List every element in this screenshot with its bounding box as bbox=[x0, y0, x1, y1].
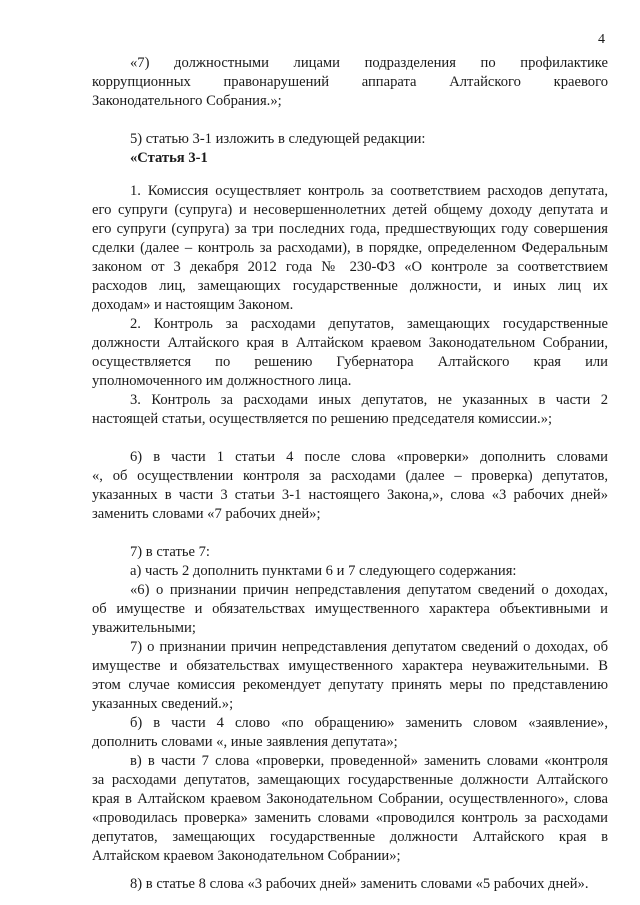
text-line: 7) в статье 7: bbox=[130, 544, 210, 560]
text-line: заменить словами «7 рабочих дней»; bbox=[92, 506, 321, 522]
page-number: 4 bbox=[598, 32, 605, 47]
article-heading: «Статья 3-1 bbox=[130, 150, 208, 166]
text-line: настоящей статьи, осуществляется по решению председателя комиссии.»; bbox=[92, 411, 553, 427]
text-line: указанных в части 3 статьи 3-1 настоящего Закона,», слова «3 рабочих дней» bbox=[92, 487, 608, 503]
text-line: 1. Комиссия осуществляет контроль за соответствием расходов депутата, bbox=[130, 183, 608, 199]
text-line: Законодательного Собрания.»; bbox=[92, 93, 282, 109]
text-line: «проводилась проверка» заменить словами «проводился контроль за расходами bbox=[92, 810, 608, 826]
text-line: в) в части 7 слова «проверки, проведенной» заменить словами «контроля bbox=[130, 753, 608, 769]
text-line: дополнить словами «, иные заявления депутата»; bbox=[92, 734, 398, 750]
text-line: сделки (далее – контроль за расходами), в порядке, определенном Федеральным bbox=[92, 240, 608, 256]
text-line: «6) о признании причин непредставления депутатом сведений о доходах, bbox=[130, 582, 608, 598]
text-line: 2. Контроль за расходами депутатов, замещающих государственные bbox=[130, 316, 608, 332]
text-line: этом случае комиссия рекомендует депутату принять меры по представлению bbox=[92, 677, 608, 693]
text-line: уполномоченного им должностного лица. bbox=[92, 373, 352, 389]
text-line: 6) в части 1 статьи 4 после слова «проверки» дополнить словами bbox=[130, 449, 608, 465]
text-line: осуществляется по решению Губернатора Алтайского края или bbox=[92, 354, 608, 370]
text-line: коррупционных правонарушений аппарата Алтайского краевого bbox=[92, 74, 608, 90]
text-line: законом от 3 декабря 2012 года № 230-ФЗ «О контроле за соответствием bbox=[92, 259, 608, 275]
text-line: края в Алтайском краевом Законодательном Собрании, осуществленного», слова bbox=[92, 791, 608, 807]
text-line: 8) в статье 8 слова «3 рабочих дней» заменить словами «5 рабочих дней». bbox=[130, 876, 589, 892]
text-line: б) в части 4 слово «по обращению» заменить словом «заявление», bbox=[130, 715, 608, 731]
text-line: расходов лиц, замещающих государственные должности, и иных лиц их bbox=[92, 278, 608, 294]
text-line: его супруги (супруга) за три последних года, предшествующих году совершения bbox=[92, 221, 608, 237]
text-line: за расходами депутатов, замещающих государственные должности Алтайского bbox=[92, 772, 608, 788]
text-line: депутатов, замещающих государственные должности Алтайского края в bbox=[92, 829, 608, 845]
text-line: уважительными; bbox=[92, 620, 196, 636]
text-line: указанных сведений.»; bbox=[92, 696, 234, 712]
text-line: 7) о признании причин непредставления депутатом сведений о доходах, об bbox=[130, 639, 608, 655]
text-line: должности Алтайского края в Алтайском краевом Законодательном Собрании, bbox=[92, 335, 608, 351]
text-line: доходам» и настоящим Законом. bbox=[92, 297, 294, 313]
text-line: имуществе и обязательствах имущественного характера неуважительными. В bbox=[92, 658, 608, 674]
text-line: его супруги (супруга) и несовершеннолетних детей общему доходу депутата и bbox=[92, 202, 608, 218]
text-line: 3. Контроль за расходами иных депутатов, не указанных в части 2 bbox=[130, 392, 608, 408]
text-line: а) часть 2 дополнить пунктами 6 и 7 следующего содержания: bbox=[130, 563, 517, 579]
text-line: Алтайском краевом Законодательном Собрании»; bbox=[92, 848, 401, 864]
text-line: «7) должностными лицами подразделения по профилактике bbox=[130, 55, 608, 71]
text-line: об имуществе и обязательствах имущественного характера объективными и bbox=[92, 601, 608, 617]
text-line: 5) статью 3-1 изложить в следующей редакции: bbox=[130, 131, 426, 147]
text-line: «, об осуществлении контроля за расходами (далее – проверка) депутатов, bbox=[92, 468, 608, 484]
